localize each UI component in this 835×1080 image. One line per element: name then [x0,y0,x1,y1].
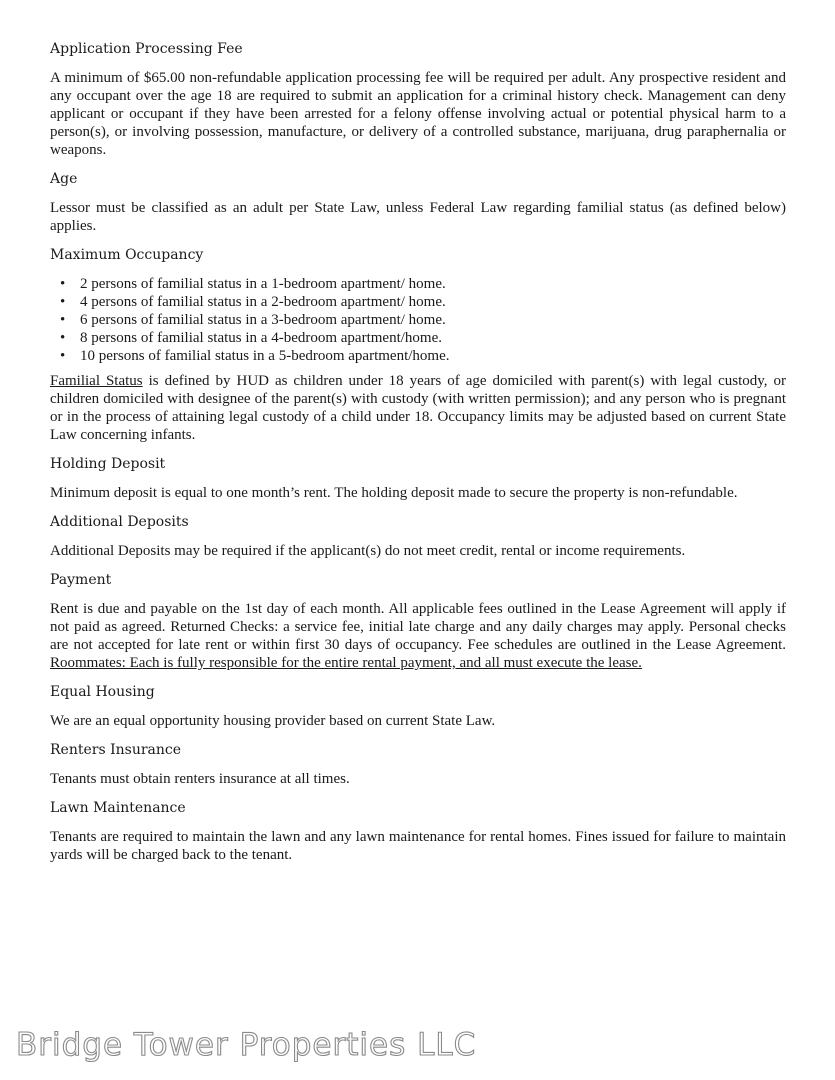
section-heading: Age [50,171,78,187]
section-lawn-maintenance [50,799,786,864]
section-body: Additional Deposits may be required if the applicant(s) do not meet credit, rental or income requirements. [50,543,686,559]
bullet-icon: • [60,312,66,328]
section-body: Rent is due and payable on the 1st day of each month. All applicable fees outlined in the Lease Agreement will apply if not paid as agreed. Returned Checks: a service fee, initial late charge and any daily charges may apply. Personal checks are not accepted for late rent or within first 30 days of occupancy. Fee schedules are outlined in the Lease Agreement. Roommates: Each is fully responsible for the entire rental payment, and all must execute the lease. [50,601,786,671]
section-body: Minimum deposit is equal to one month’s rent. The holding deposit made to secure the property is non-refundable. [50,485,738,501]
section-body: Tenants are required to maintain the lawn and any lawn maintenance for rental homes. Fines issued for failure to maintain yards will be charged back to the tenant. [50,829,786,863]
section-application-fee [50,40,786,159]
familial-status-term: Familial Status [50,373,143,389]
section-payment [50,571,786,672]
section-maximum-occupancy [50,246,786,444]
roommates-clause: Roommates: Each is fully responsible for the entire rental payment, and all must execute the lease. [50,655,642,671]
occupancy-list [50,275,786,365]
section-body: Tenants must obtain renters insurance at all times. [50,771,350,787]
section-additional-deposits [50,513,786,560]
section-equal-housing [50,683,786,730]
list-item: • 2 persons of familial status in a 1-bedroom apartment/ home. [60,276,446,292]
list-item: • 6 persons of familial status in a 3-bedroom apartment/ home. [60,312,446,328]
list-item: • 4 persons of familial status in a 2-bedroom apartment/ home. [60,294,446,310]
section-holding-deposit [50,455,786,502]
bullet-icon: • [60,294,66,310]
section-heading: Equal Housing [50,684,155,700]
bullet-icon: • [60,330,66,346]
section-renters-insurance [50,741,786,788]
section-body: A minimum of $65.00 non-refundable application processing fee will be required per adult. Any prospective resident and any occupant over the age 18 are required to submit an application for a criminal history check. Management can deny applicant or occupant if they have been arrested for a felony offense involving actual or potential physical harm to a person(s), or involving possession, manufacture, or delivery of a controlled substance, marijuana, drug paraphernalia or weapons. [50,70,786,158]
section-heading: Additional Deposits [50,514,189,530]
section-heading: Payment [50,572,112,588]
document-page [50,40,786,875]
section-heading: Maximum Occupancy [50,247,204,263]
bullet-icon: • [60,348,66,364]
section-heading: Holding Deposit [50,456,166,472]
bullet-icon: • [60,276,66,292]
section-age [50,170,786,235]
section-heading: Application Processing Fee [50,41,243,57]
familial-status-definition: Familial Status is defined by HUD as children under 18 years of age domiciled with parent(s) with legal custody, or children domiciled with designee of the parent(s) with custody (with written permission); and any person who is pregnant or in the process of attaining legal custody of a child under 18. Occupancy limits may be adjusted based on current State Law concerning infants. [50,373,786,443]
section-body: Lessor must be classified as an adult per State Law, unless Federal Law regarding familial status (as defined below) applies. [50,200,786,234]
section-heading: Lawn Maintenance [50,800,186,816]
watermark: Bridge Tower Properties LLC [16,1027,477,1063]
list-item: • 8 persons of familial status in a 4-bedroom apartment/home. [60,330,442,346]
list-item: • 10 persons of familial status in a 5-bedroom apartment/home. [60,348,450,364]
section-body: We are an equal opportunity housing provider based on current State Law. [50,713,496,729]
section-heading: Renters Insurance [50,742,182,758]
